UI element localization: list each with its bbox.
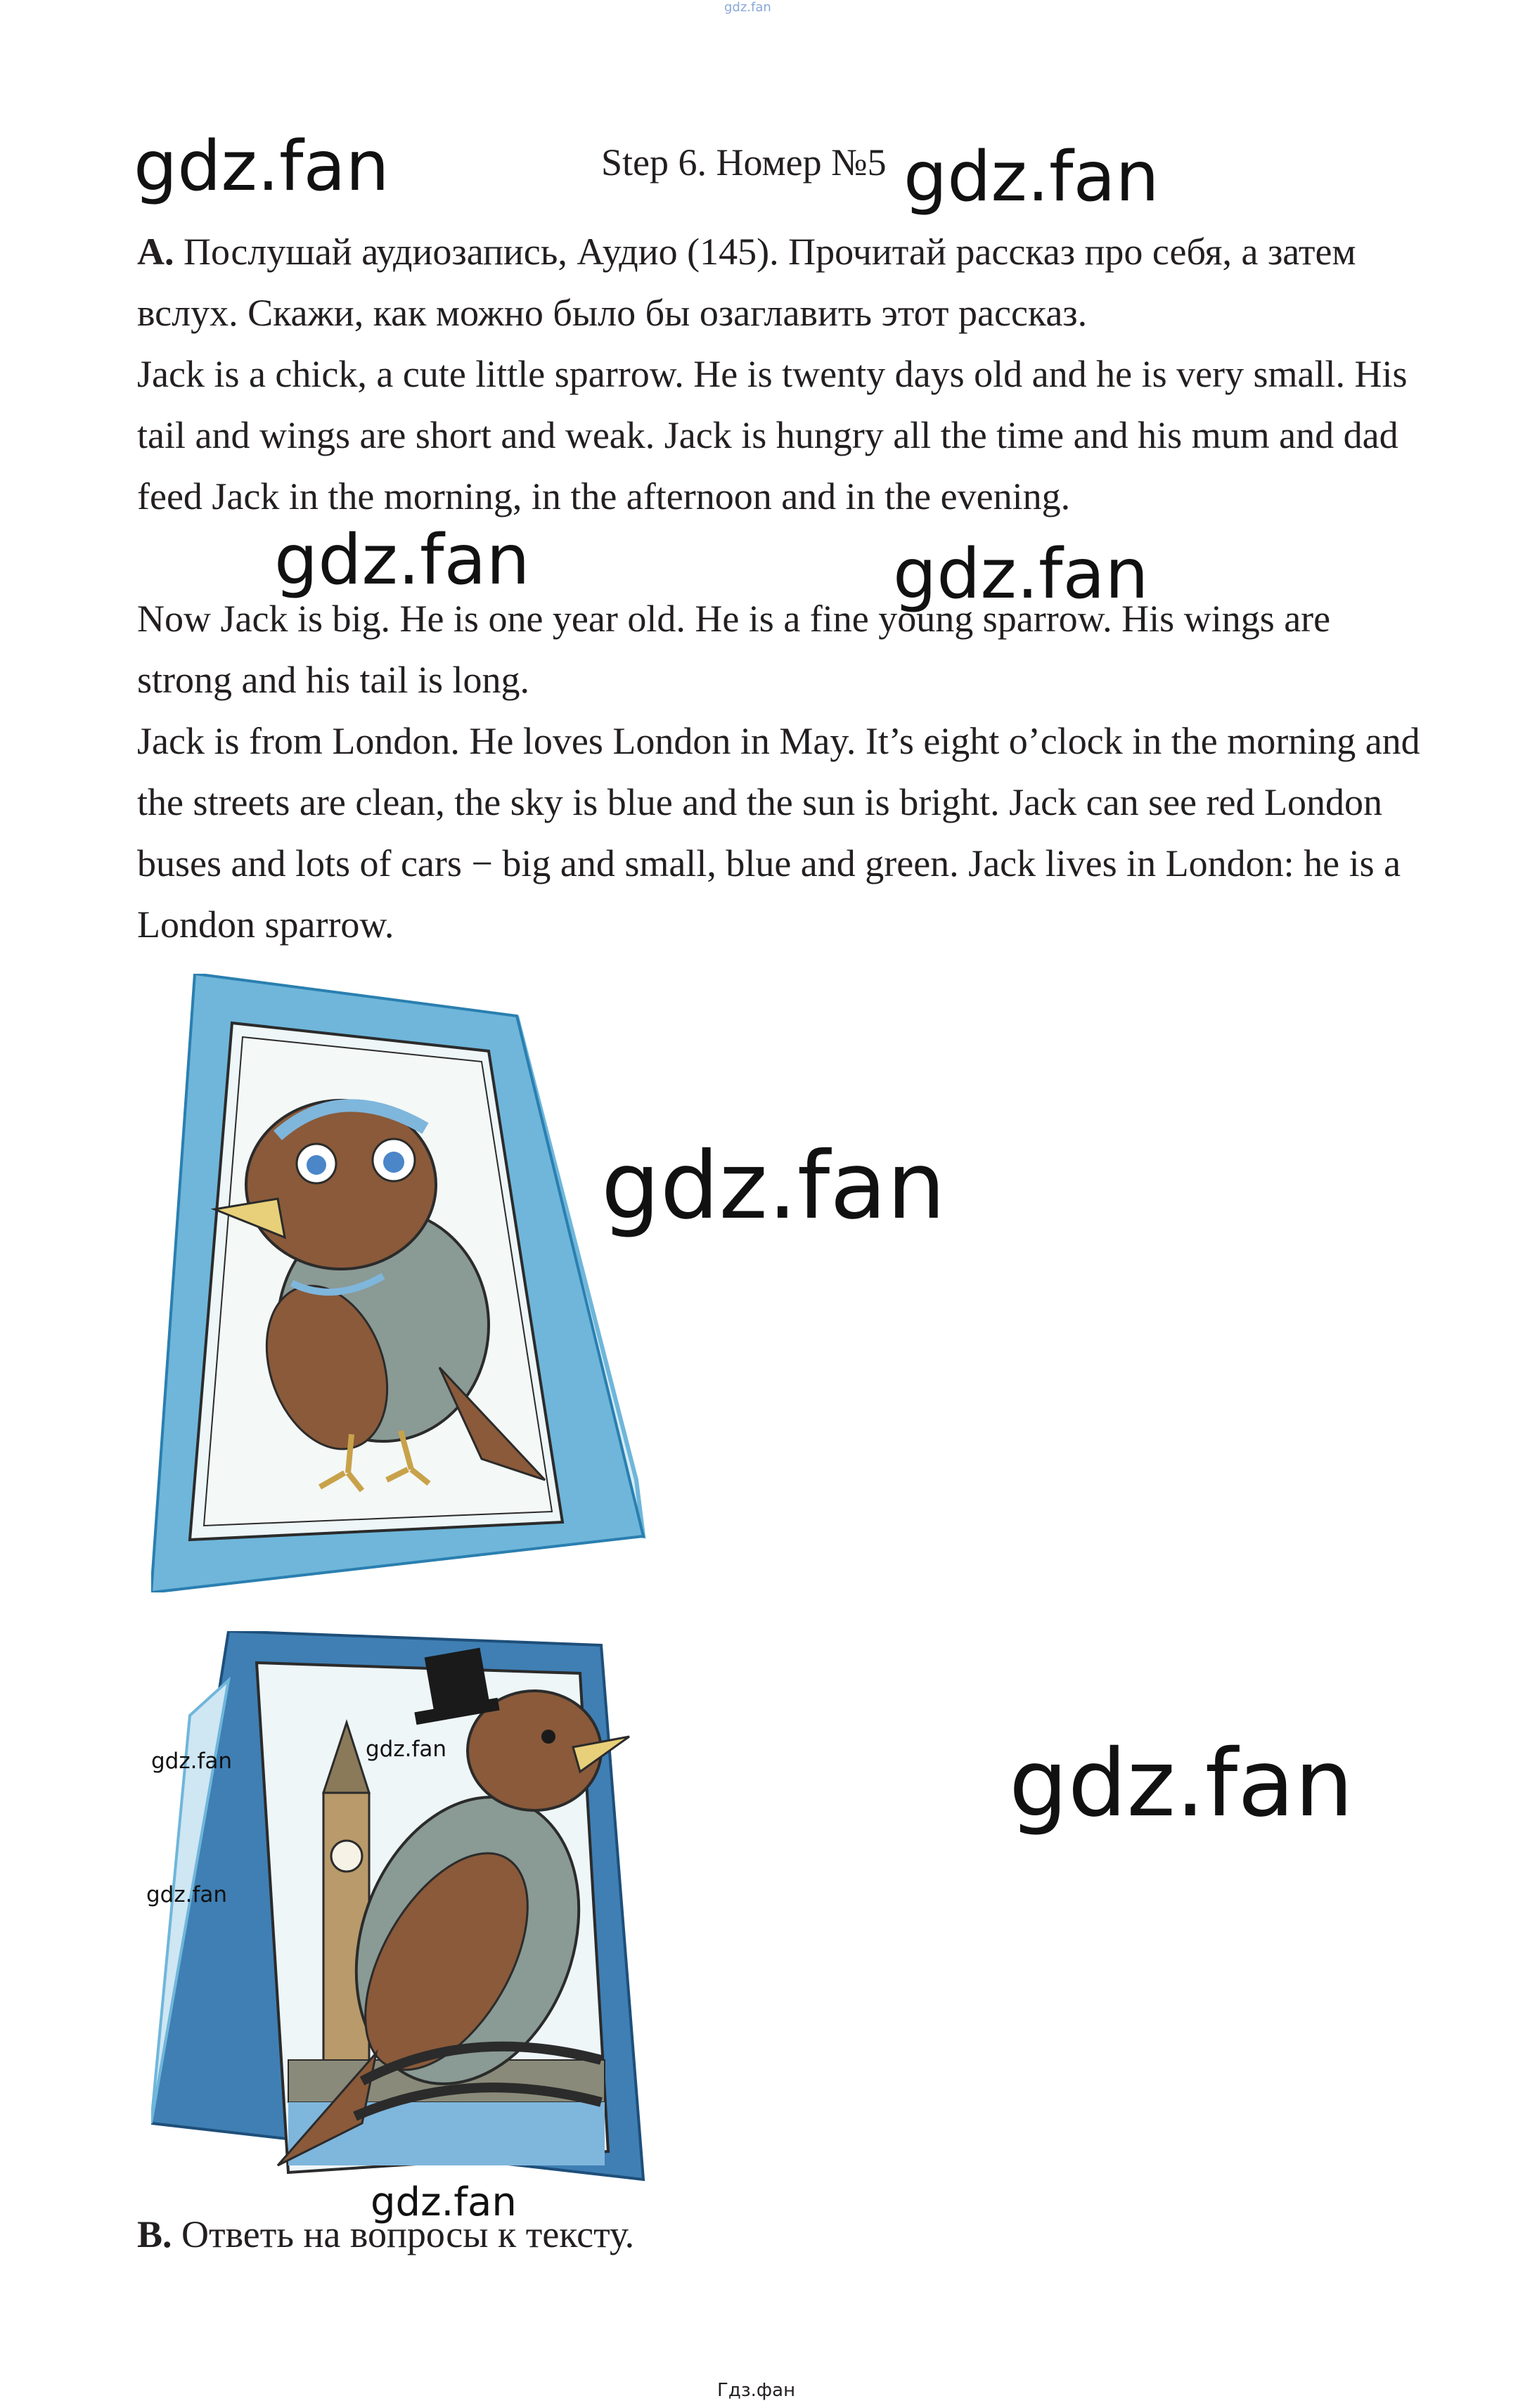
watermark: gdz.fan	[601, 1132, 946, 1240]
task-a-instruction-text: Послушай аудиозапись, Аудио (145). Прочитай рассказ про себя, а затем вслух. Скажи, как можно было бы озаглавить этот рассказ.	[137, 231, 1356, 334]
story-paragraph-2: Now Jack is big. He is one year old. He is a fine young sparrow. His wings are strong and his tail is long.	[137, 598, 1331, 701]
watermark: gdz.fan	[366, 1737, 447, 1762]
watermark: gdz.fan	[134, 127, 390, 207]
watermark: gdz.fan	[274, 520, 530, 600]
watermark: gdz.fan	[151, 1749, 233, 1774]
illustration-london-sparrow	[151, 1631, 657, 2208]
watermark: gdz.fan	[903, 137, 1159, 217]
watermark: gdz.fan	[371, 2180, 517, 2225]
watermark: gdz.fan	[1009, 1730, 1353, 1838]
page-footer: Гдз.фан	[717, 2380, 796, 2401]
task-a-label: A.	[137, 231, 174, 273]
task-b-text: Ответь на вопросы к тексту.	[181, 2213, 635, 2255]
watermark: gdz.fan	[893, 534, 1149, 614]
story-paragraph-3: Jack is from London. He loves London in May. It’s eight o’clock in the morning and the streets are clean, the sky is blue and the sun is bright. Jack can see red London buses and lots of cars − big and small, blue and green. Jack lives in London: he is a London sparrow.	[137, 720, 1420, 946]
task-a-instruction	[137, 221, 1424, 344]
task-b-label: B.	[137, 2213, 172, 2255]
story-paragraph-1: Jack is a chick, a cute little sparrow. He is twenty days old and he is very small. His tail and wings are short and weak. Jack is hungry all the time and his mum and dad feed Jack in the morning, in the afternoon and in the evening.	[137, 353, 1408, 517]
page-title: Step 6. Номер №5	[601, 141, 887, 184]
illustration-mother-sparrow	[151, 974, 657, 1592]
watermark: gdz.fan	[146, 1882, 228, 1907]
task-b	[137, 2204, 1424, 2265]
top-watermark: gdz.fan	[724, 0, 771, 15]
